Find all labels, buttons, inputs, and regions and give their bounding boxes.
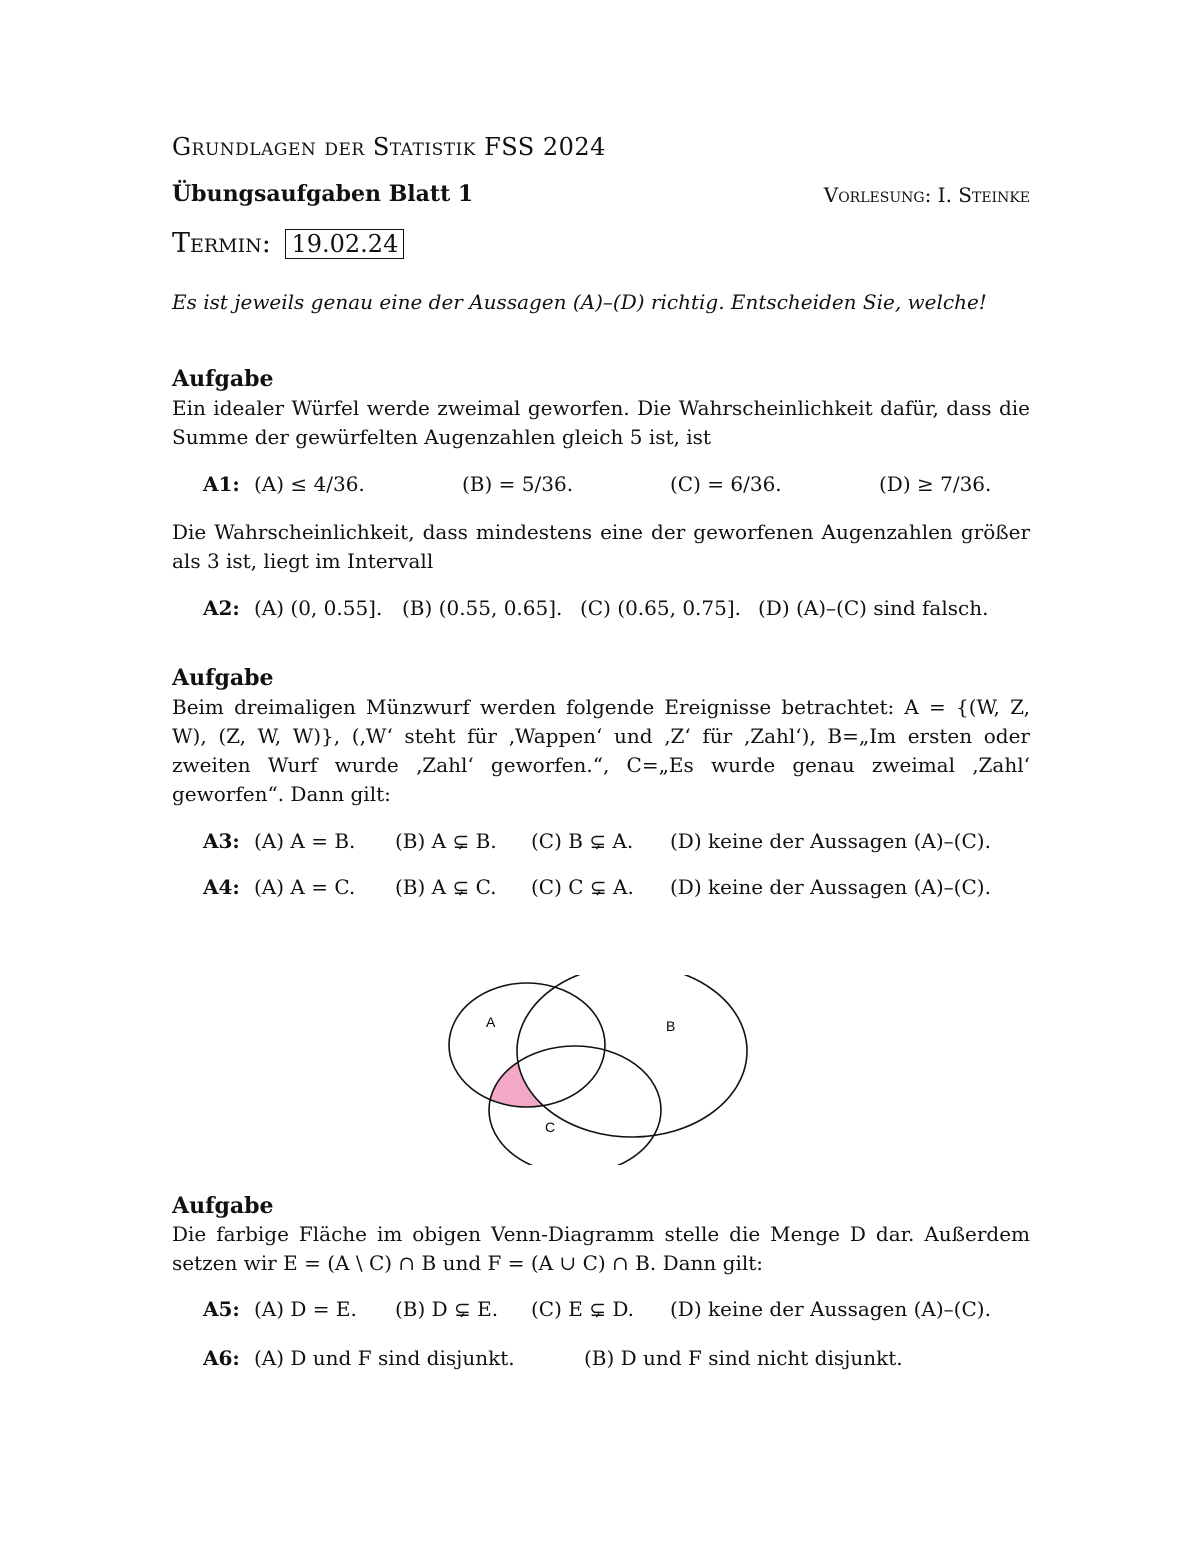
answer-a6-a: (A) D und F sind disjunkt.: [254, 1346, 515, 1370]
answer-a5-b: (B) D ⊊ E.: [395, 1297, 499, 1321]
answer-a4-c: (C) C ⊊ A.: [531, 875, 634, 899]
task-1-intro2: Die Wahrscheinlichkeit, dass mindestens eine der geworfenen Augenzahlen größer als 3 ist, liegt im Intervall: [172, 520, 1030, 573]
answer-a3-c: (C) B ⊊ A.: [531, 829, 634, 853]
termin-date: 19.02.24: [285, 229, 404, 259]
answer-a1-a: (A) ≤ 4/36.: [254, 472, 365, 496]
answer-a3-b: (B) A ⊊ B.: [395, 829, 497, 853]
answer-a1-b: (B) = 5/36.: [462, 472, 574, 496]
lecture-info: Vorlesung: I. Steinke: [823, 183, 1030, 207]
question-label: A6:: [203, 1346, 240, 1370]
task-1-title: Aufgabe: [172, 366, 274, 392]
answer-a2-a: (A) (0, 0.55].: [254, 596, 383, 620]
answer-a5-d: (D) keine der Aussagen (A)–(C).: [670, 1297, 991, 1321]
answer-a4-b: (B) A ⊊ C.: [395, 875, 497, 899]
venn-circle-b: [517, 975, 747, 1137]
venn-label-b: B: [666, 1018, 676, 1034]
task-2-intro: Beim dreimaligen Münzwurf werden folgende Ereignisse betrachtet: A = {(W, Z, W), (Z, W, W)}, (‚W‘ steht für ‚Wappen‘ und ‚Z‘ für ‚Zahl‘), B=„Im ersten oder zweiten Wurf wurde ‚Zahl‘ geworfen.“, C=„Es wurde genau zweimal ‚Zahl‘ geworfen“. Dann gilt:: [172, 695, 1030, 806]
answer-a4-d: (D) keine der Aussagen (A)–(C).: [670, 875, 991, 899]
answer-a5-c: (C) E ⊊ D.: [531, 1297, 635, 1321]
instruction: Es ist jeweils genau eine der Aussagen (A)–(D) richtig. Entscheiden Sie, welche!: [172, 290, 987, 314]
answer-a2-b: (B) (0.55, 0.65].: [402, 596, 563, 620]
answer-a6-b: (B) D und F sind nicht disjunkt.: [584, 1346, 903, 1370]
question-label: A1:: [203, 472, 240, 496]
termin-label: Termin:: [172, 228, 271, 259]
task-3-intro: Die farbige Fläche im obigen Venn-Diagramm stelle die Menge D dar. Außerdem setzen wir E = (A \ C) ∩ B und F = (A ∪ C) ∩ B. Dann gilt:: [172, 1222, 1030, 1275]
venn-diagram: [440, 975, 770, 1165]
answer-a4-a: (A) A = C.: [254, 875, 356, 899]
question-label: A5:: [203, 1297, 240, 1321]
question-label: A3:: [203, 829, 240, 853]
answer-a5-a: (A) D = E.: [254, 1297, 357, 1321]
question-a5: [203, 1297, 240, 1321]
question-a3: [203, 829, 240, 853]
answer-a3-d: (D) keine der Aussagen (A)–(C).: [670, 829, 991, 853]
question-a4: [203, 875, 240, 899]
answer-a3-a: (A) A = B.: [254, 829, 356, 853]
answer-a2-c: (C) (0.65, 0.75].: [580, 596, 742, 620]
termin-line: [172, 228, 404, 259]
question-label: A4:: [203, 875, 240, 899]
task-1-intro: Ein idealer Würfel werde zweimal geworfen. Die Wahrscheinlichkeit dafür, dass die Summe der gewürfelten Augenzahlen gleich 5 ist, ist: [172, 396, 1030, 449]
venn-label-c: C: [545, 1119, 556, 1135]
sheet-title: Übungsaufgaben Blatt 1: [172, 181, 474, 207]
venn-highlight-region: [440, 975, 770, 1165]
question-a6: [203, 1346, 240, 1370]
question-a2: [203, 596, 240, 620]
answer-a2-d: (D) (A)–(C) sind falsch.: [758, 596, 989, 620]
venn-label-a: A: [486, 1014, 496, 1030]
task-3-title: Aufgabe: [172, 1193, 274, 1219]
course-title: Grundlagen der Statistik FSS 2024: [172, 133, 606, 161]
question-a1: [203, 472, 240, 496]
question-label: A2:: [203, 596, 240, 620]
task-2-title: Aufgabe: [172, 665, 274, 691]
answer-a1-c: (C) = 6/36.: [670, 472, 782, 496]
answer-a1-d: (D) ≥ 7/36.: [879, 472, 992, 496]
